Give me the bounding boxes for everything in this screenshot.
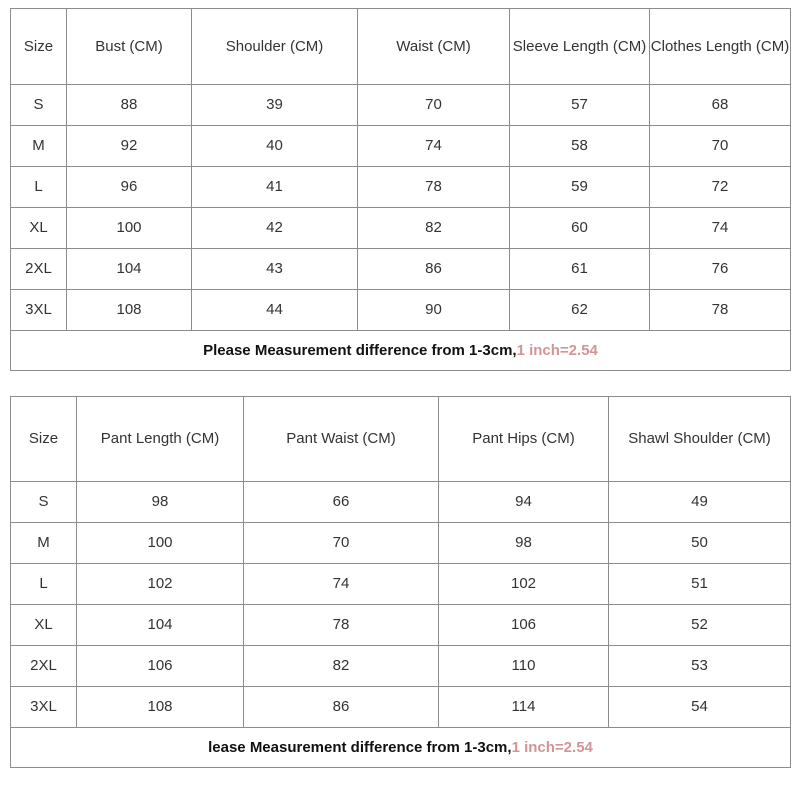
table-cell: 40 [192,126,358,167]
table-cell: 68 [650,85,791,126]
table-cell: 61 [510,249,650,290]
table-cell: S [11,482,77,523]
header-cell: Size [11,9,67,85]
table-cell: 39 [192,85,358,126]
table-row [11,482,791,523]
table-cell: 41 [192,167,358,208]
table-cell: 70 [650,126,791,167]
table-cell: 76 [650,249,791,290]
table-cell: 42 [192,208,358,249]
table-cell: 51 [609,564,791,605]
table-cell: 88 [67,85,192,126]
table-cell: 44 [192,290,358,331]
table-cell: 90 [358,290,510,331]
table-cell: 96 [67,167,192,208]
table-cell: 106 [439,605,609,646]
measurement-note [11,728,791,768]
inch-conversion-note: 1 inch=2.54 [511,738,593,756]
table-row [11,646,791,687]
top-size-table [10,8,791,371]
table-cell: 82 [358,208,510,249]
table-cell: L [11,167,67,208]
header-cell: Sleeve Length (CM) [510,9,650,85]
table-cell: 52 [609,605,791,646]
table-cell: 78 [358,167,510,208]
table-cell: 82 [244,646,439,687]
bottom-size-table [10,396,791,768]
header-cell: Pant Waist (CM) [244,397,439,482]
header-cell: Clothes Length (CM) [650,9,791,85]
table-cell: 108 [67,290,192,331]
table-cell: 2XL [11,249,67,290]
table-cell: M [11,126,67,167]
measurement-note [11,331,791,371]
table-cell: 62 [510,290,650,331]
table-cell: M [11,523,77,564]
table-cell: XL [11,208,67,249]
table-cell: 104 [67,249,192,290]
table-cell: 92 [67,126,192,167]
table-cell: L [11,564,77,605]
table-header-row [11,397,791,482]
table-cell: 74 [244,564,439,605]
note-text: lease Measurement difference from 1-3cm, [208,738,512,756]
table-cell: 2XL [11,646,77,687]
table-row [11,208,791,249]
table-cell: 66 [244,482,439,523]
table-cell: 102 [439,564,609,605]
table-cell: 53 [609,646,791,687]
table-row [11,126,791,167]
table-cell: 57 [510,85,650,126]
table-cell: 3XL [11,290,67,331]
header-cell: Waist (CM) [358,9,510,85]
note-text: Please Measurement difference from 1-3cm, [203,341,517,359]
table-cell: 100 [77,523,244,564]
table-cell: 102 [77,564,244,605]
table-cell: 74 [650,208,791,249]
header-cell: Size [11,397,77,482]
note-row [11,331,791,371]
note-row [11,728,791,768]
table-cell: XL [11,605,77,646]
table-cell: 98 [439,523,609,564]
table-row [11,605,791,646]
table-cell: 72 [650,167,791,208]
table-cell: 78 [650,290,791,331]
table-cell: 3XL [11,687,77,728]
table-row [11,85,791,126]
table-row [11,687,791,728]
table-row [11,167,791,208]
table-cell: 86 [244,687,439,728]
table-cell: 58 [510,126,650,167]
table-cell: 74 [358,126,510,167]
table-row [11,290,791,331]
table-row [11,564,791,605]
header-cell: Bust (CM) [67,9,192,85]
header-cell: Shawl Shoulder (CM) [609,397,791,482]
table-cell: 94 [439,482,609,523]
header-cell: Shoulder (CM) [192,9,358,85]
table-cell: 106 [77,646,244,687]
table-cell: 50 [609,523,791,564]
table-cell: 114 [439,687,609,728]
table-cell: 98 [77,482,244,523]
table-cell: 78 [244,605,439,646]
table-cell: 54 [609,687,791,728]
table-cell: 60 [510,208,650,249]
table-cell: S [11,85,67,126]
inch-conversion-note: 1 inch=2.54 [516,341,598,359]
table-row [11,523,791,564]
table-cell: 43 [192,249,358,290]
table-cell: 59 [510,167,650,208]
table-cell: 110 [439,646,609,687]
header-cell: Pant Length (CM) [77,397,244,482]
table-header-row [11,9,791,85]
table-cell: 70 [358,85,510,126]
header-cell: Pant Hips (CM) [439,397,609,482]
table-cell: 108 [77,687,244,728]
table-cell: 49 [609,482,791,523]
table-cell: 70 [244,523,439,564]
table-row [11,249,791,290]
table-cell: 86 [358,249,510,290]
table-cell: 104 [77,605,244,646]
table-cell: 100 [67,208,192,249]
